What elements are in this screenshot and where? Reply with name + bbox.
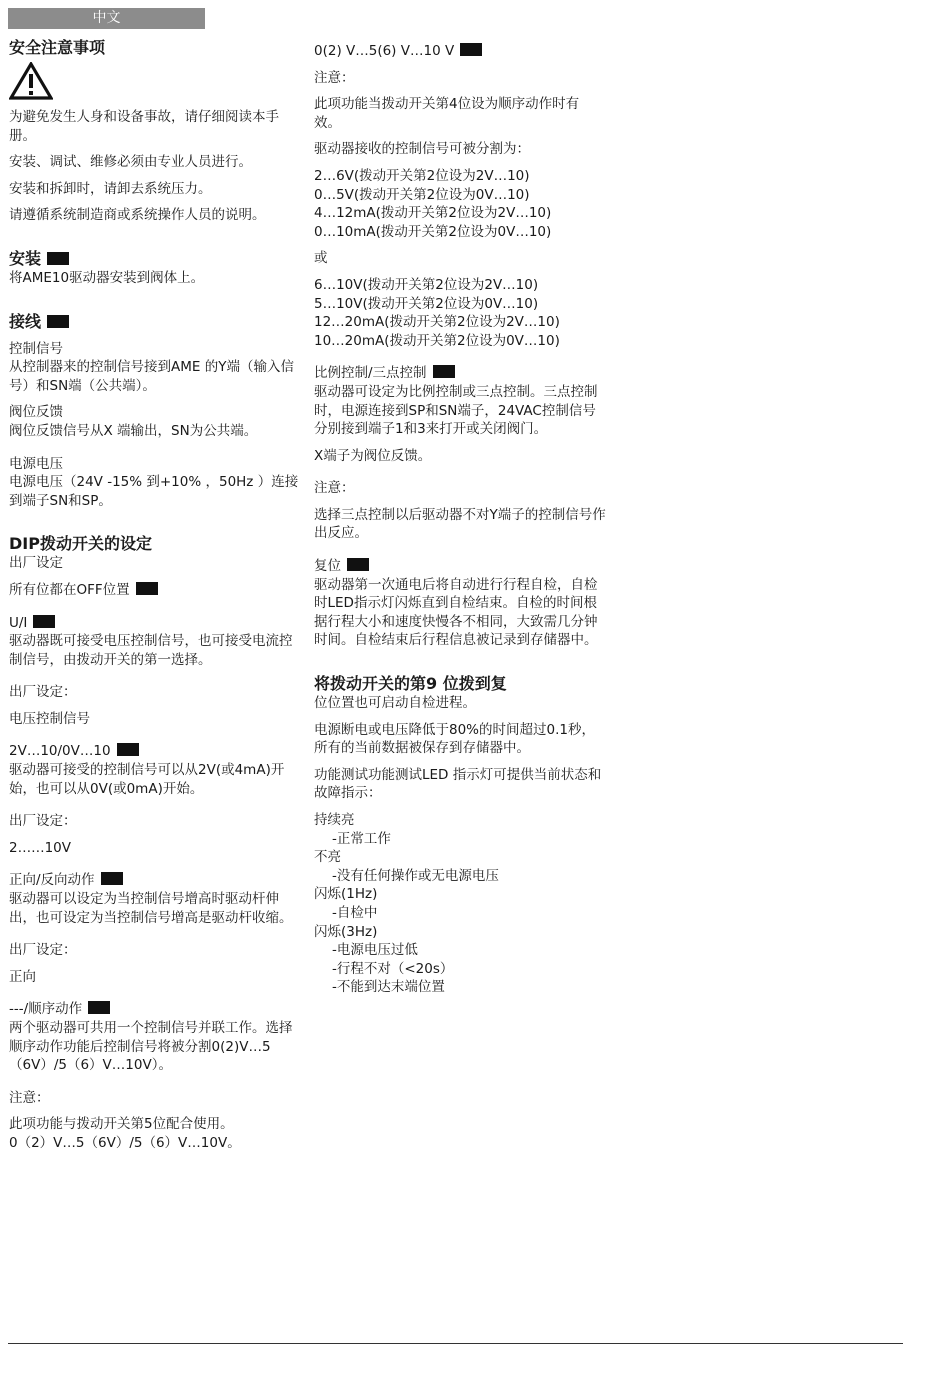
marker-box [47,252,69,265]
list-item: 10…20mA(拨动开关第2位设为0V…10) [314,332,560,349]
ui-text: 驱动器既可接受电压控制信号，也可接受电流控制信号，由拨动开关的第一选择。 [9,633,293,668]
direction-text: 驱动器可以设定为当控制信号增高时驱动杆伸出，也可设定为当控制信号增高是驱动杆收缩。 [9,891,293,926]
dip-heading: DIP拨动开关的设定 [9,534,152,554]
range-factory-value: 2……10V [9,839,72,856]
left-column [9,38,299,1153]
prop-text-1: 驱动器可设定为比例控制或三点控制。三点控制时，电源连接到SP和SN端子，24VAC控制信号分别接到端子1和3来打开或关闭阀门。 [314,383,598,438]
led-meaning: -不能到达末端位置 [332,979,445,996]
feedback-text: 阀位反馈信号从X 端输出，SN为公共端。 [9,422,258,439]
led-state: 持续亮 [314,812,355,828]
reset-heading [314,557,606,576]
sequence-title: ---/顺序动作 [9,1001,83,1018]
list-item: 12…20mA(拨动开关第2位设为2V…10) [314,314,560,331]
split-note-label: 注意： [314,69,355,86]
marker-box [460,43,482,56]
prop-heading [314,364,606,383]
reset-text: 驱动器第一次通电后将自动进行行程自检，自检时LED指示灯闪烁直到自检结束。自检的时间根据行程大小和速度快慢各不相同，大致需几分钟时间。自检结束后行程信息被记录到存储器中。 [314,576,598,649]
wiring-heading [9,312,299,332]
prop-title: 比例控制/三点控制 [314,365,427,382]
right-column [314,42,606,997]
safety-text-3: 安装和拆卸时，请卸去系统压力。 [9,180,212,197]
marker-box [47,315,69,328]
install-text: 将AME10驱动器安装到阀体上。 [9,269,205,286]
range-text: 驱动器可接受的控制信号可以从2V(或4mA)开始，也可以从0V(或0mA)开始。 [9,762,285,797]
led-meaning: -没有任何操作或无电源电压 [332,867,499,884]
list-item: 6…10V(拨动开关第2位设为2V…10) [314,276,539,293]
range-heading [9,742,299,761]
split-or: 或 [314,250,328,267]
ui-factory-value: 电压控制信号 [9,710,90,727]
control-signal-title: 控制信号 [9,340,63,357]
led-state: 不亮 [314,849,341,866]
split-note-text: 此项功能当拨动开关第4位设为顺序动作时有效。 [314,96,580,131]
power-text: 电源电压（24V -15% 到+10% ，50Hz ）连接到端子SN和SP。 [9,474,299,509]
safety-heading: 安全注意事项 [9,38,106,57]
prop-note-text: 选择三点控制以后驱动器不对Y端子的控制信号作出反应。 [314,506,606,542]
marker-box [347,558,369,571]
range-factory-label: 出厂设定： [9,813,77,830]
list-item: 4…12mA(拨动开关第2位设为2V…10) [314,205,552,222]
install-heading [9,249,299,269]
marker-box [33,615,55,628]
direction-factory-label: 出厂设定： [9,942,77,959]
sequence-heading [9,1000,299,1019]
warning-triangle-icon [9,62,53,100]
language-tab[interactable]: 中文 [8,8,205,29]
marker-box [101,872,123,885]
switch9-text: 位位置也可启动自检进程。 [314,695,476,712]
split-title: 0(2) V…5(6) V…10 V [314,43,455,59]
direction-factory-value: 正向 [9,968,36,985]
power-title: 电源电压 [9,455,63,472]
sequence-note-range: 0（2）V…5（6V）/5（6）V…10V。 [9,1134,241,1151]
sequence-note-text: 此项功能与拨动开关第5位配合使用。 [9,1116,234,1133]
safety-text-1: 为避免发生人身和设备事故，请仔细阅读本手册。 [9,109,279,144]
range-title: 2V…10/0V…10 [9,743,111,760]
factory-text [9,581,299,600]
factory-text-value: 所有位都在OFF位置 [9,581,130,598]
ui-factory-label: 出厂设定： [9,684,77,701]
sequence-text: 两个驱动器可共用一个控制信号并联工作。选择顺序动作功能后控制信号将被分割0(2)V…5（6V）/5（6）V…10V）。 [9,1020,293,1074]
control-signal-text: 从控制器来的控制信号接到AME 的Y端（输入信号）和SN端（公共端）。 [9,359,294,394]
direction-title: 正向/反向动作 [9,872,95,889]
marker-box [117,743,139,756]
led-meaning: -正常工作 [332,830,391,847]
wiring-title: 接线 [9,311,42,331]
prop-text-2: X端子为阀位反馈。 [314,447,432,464]
led-state: 闪烁(3Hz) [314,923,378,940]
led-meaning: -电源电压过低 [332,942,418,959]
feedback-title: 阀位反馈 [9,404,63,421]
safety-text-2: 安装、调试、维修必须由专业人员进行。 [9,154,252,171]
switch9-heading: 将拨动开关的第9 位拨到复 [314,674,507,694]
ui-heading [9,614,299,633]
led-meaning: -行程不对（<20s） [332,960,454,977]
split-heading [314,42,606,61]
ui-title: U/I [9,614,28,631]
marker-box [433,365,455,378]
list-item: 5…10V(拨动开关第2位设为0V…10) [314,295,539,312]
reset-title: 复位 [314,558,341,575]
direction-heading [9,871,299,890]
prop-note-label: 注意： [314,480,355,497]
footer-divider [8,1343,903,1344]
list-item: 0…10mA(拨动开关第2位设为0V…10) [314,223,552,240]
install-title: 安装 [9,248,42,268]
factory-title: 出厂设定 [9,555,63,572]
marker-box [136,582,158,595]
power-loss-text: 电源断电或电压降低于80%的时间超过0.1秒，所有的当前数据被保存到存储器中。 [314,721,595,757]
led-intro: 功能测试功能测试LED 指示灯可提供当前状态和故障指示： [314,766,602,802]
list-item: 0…5V(拨动开关第2位设为0V…10) [314,186,530,203]
sequence-note-label: 注意： [9,1089,50,1106]
safety-text-4: 请遵循系统制造商或系统操作人员的说明。 [9,207,266,224]
list-item: 2…6V(拨动开关第2位设为2V…10) [314,167,530,184]
led-meaning: -自检中 [332,904,378,921]
marker-box [88,1001,110,1014]
split-intro: 驱动器接收的控制信号可被分割为： [314,141,530,158]
led-state: 闪烁(1Hz) [314,886,378,903]
